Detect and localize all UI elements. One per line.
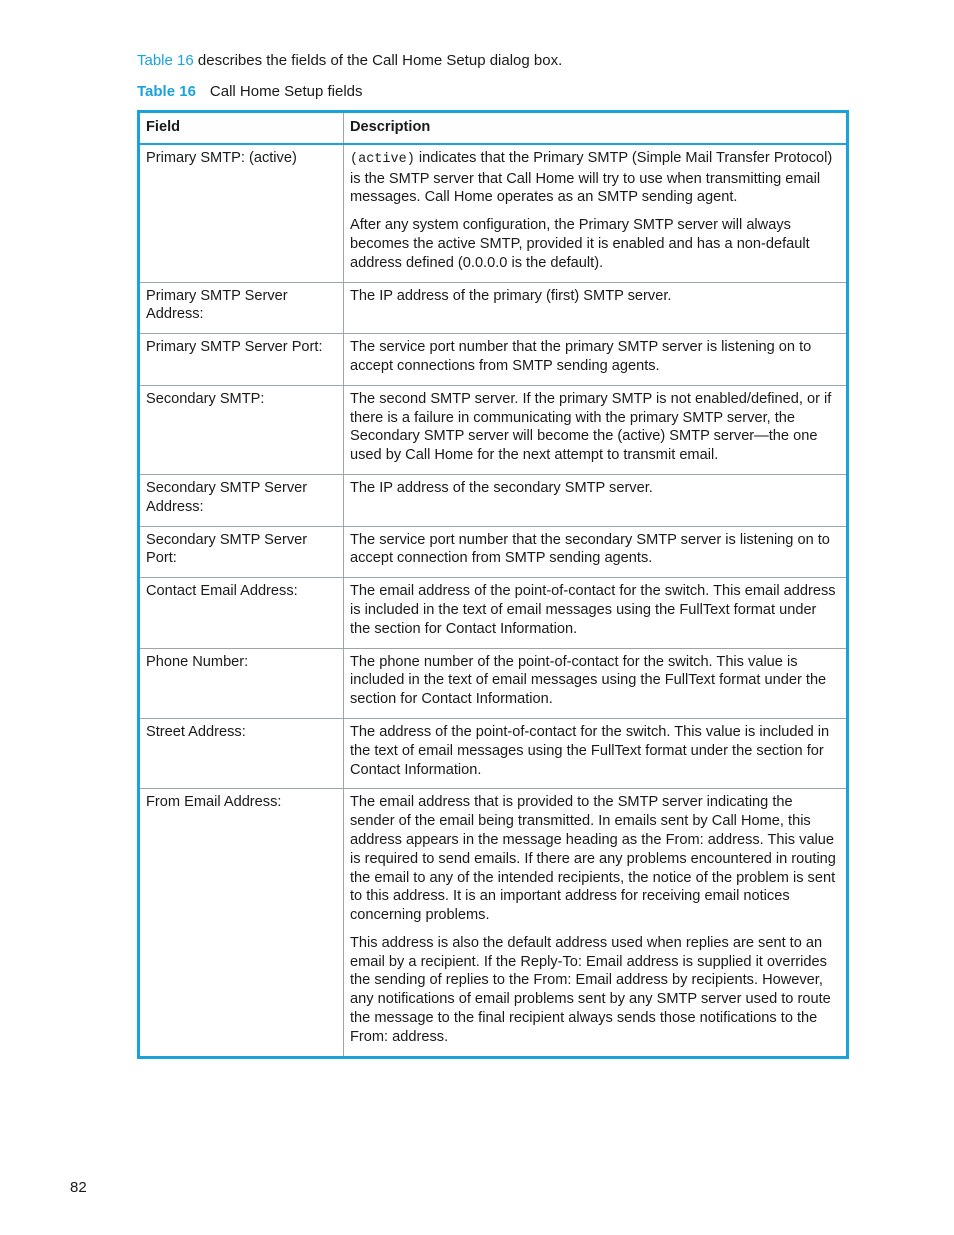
description-paragraph: This address is also the default address used when replies are sent to an email by a recipient. If the Reply-To: Email address is supplied it overrides the sending of replies to the From: Email address by recipients. However, any notifications of email problems sent by any SMTP server used to route the message to the final recipient always sends those notifications to the From: address. [350,934,831,1045]
table-row [139,282,848,334]
description-paragraph: The address of the point-of-contact for the switch. This value is included in the text of email messages using the FullText format under the section for Contact Information. [350,723,830,778]
description-paragraph: The email address of the point-of-contact for the switch. This email address is included in the text of email messages using the FullText format under the section for Contact Information. [350,583,836,637]
field-name: Primary SMTP: (active) [139,144,344,282]
description-paragraph: The phone number of the point-of-contact for the switch. This value is included in the text of email messages using the FullText format under the section for Contact Information. [350,653,827,708]
field-name: Street Address: [139,718,344,788]
description-paragraph: The service port number that the primary SMTP server is listening on to accept connections from SMTP sending agents. [350,339,812,374]
table-row [139,718,848,788]
field-name: From Email Address: [139,789,344,1057]
table-row [139,578,848,648]
field-description [344,334,848,386]
field-description [344,474,848,526]
table-title: Call Home Setup fields [209,83,363,100]
table-reference-link[interactable]: Table 16 [137,52,194,69]
field-name: Secondary SMTP Server Port: [139,526,344,578]
table-row [139,648,848,718]
header-description: Description [344,112,848,144]
description-paragraph: The email address that is provided to the SMTP server indicating the sender of the email being transmitted. In emails sent by Call Home, this address appears in the message heading as the From: address. This value is required to send emails. If there are any problems encountered in routing the email to any of the intended recipients, the notice of the problem is sent to this address. It is an important address for receiving email notices concerning problems. [350,794,836,924]
field-name: Secondary SMTP Server Address: [139,474,344,526]
field-name: Contact Email Address: [139,578,344,648]
description-paragraph: The second SMTP server. If the primary SMTP is not enabled/defined, or if there is a failure in communicating with the primary SMTP server, the Secondary SMTP server will become the (active) SMTP server—the one used by Call Home for the next attempt to transmit email. [350,390,832,464]
table-row [139,474,848,526]
page-number: 82 [70,1179,87,1196]
field-name: Primary SMTP Server Port: [139,334,344,386]
header-field: Field [139,112,344,144]
field-description [344,282,848,334]
table-row [139,526,848,578]
intro-text: describes the fields of the Call Home Setup dialog box. [193,52,563,69]
field-name: Primary SMTP Server Address: [139,282,344,334]
call-home-setup-fields-table [137,110,849,1059]
field-description [344,718,848,788]
description-paragraph: The service port number that the secondary SMTP server is listening on to accept connection from SMTP sending agents. [350,531,830,567]
intro-sentence [137,51,562,71]
table-row [139,385,848,474]
description-paragraph [350,149,840,207]
description-paragraph: The IP address of the secondary SMTP server. [350,479,653,496]
field-description [344,144,848,282]
description-paragraph: After any system configuration, the Primary SMTP server will always becomes the active SMTP, provided it is enabled and has a non-default address defined (0.0.0.0 is the default). [350,217,810,271]
table-row [139,789,848,1057]
field-name: Phone Number: [139,648,344,718]
description-paragraph: The IP address of the primary (first) SMTP server. [350,287,672,304]
table-caption [137,82,363,102]
field-description [344,578,848,648]
field-description [344,648,848,718]
table-row [139,334,848,386]
description-text: indicates that the Primary SMTP (Simple Mail Transfer Protocol) is the SMTP server that Call Home will try to use when transmitting email messages. Call Home operates as an SMTP sending agent. [350,149,833,206]
table-row [139,144,848,282]
field-description [344,526,848,578]
code-literal: (active) [350,151,415,167]
field-description [344,385,848,474]
field-description [344,789,848,1057]
table-number: Table 16 [137,83,196,100]
table-header-row [139,112,848,144]
field-name: Secondary SMTP: [139,385,344,474]
